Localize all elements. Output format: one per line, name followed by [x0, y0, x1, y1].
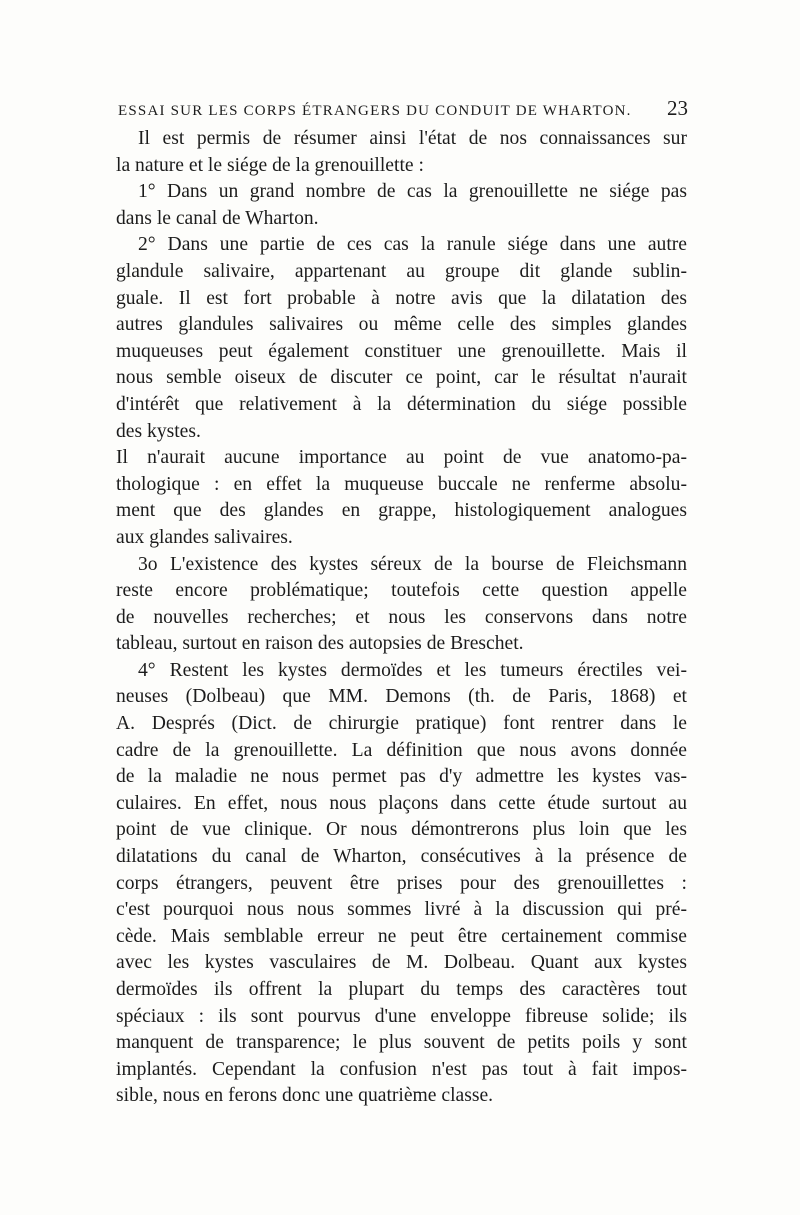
- text-line: spéciaux : ils sont pourvus d'une enveloppe fibreuse solide; ils: [116, 1005, 687, 1027]
- page-number: 23: [667, 96, 688, 120]
- text-line: point de vue clinique. Or nous démontrerons plus loin que les: [116, 819, 687, 841]
- text-line: dans le canal de Wharton.: [116, 207, 319, 229]
- text-line: cède. Mais semblable erreur ne peut être certainement commise: [116, 925, 687, 947]
- text-line: glandule salivaire, appartenant au groupe dit glande sublin-: [116, 260, 687, 282]
- text-line: dermoïdes ils offrent la plupart du temps des caractères tout: [116, 979, 687, 1000]
- text-line: ment que des glandes en grappe, histologiquement analogues: [116, 500, 687, 522]
- text-line: culaires. En effet, nous nous plaçons dans cette étude surtout au: [116, 792, 687, 814]
- page-body: [116, 126, 687, 1110]
- text-line: cadre de la grenouillette. La définition que nous avons donnée: [116, 739, 687, 761]
- text-line: tableau, surtout en raison des autopsies de Breschet.: [116, 633, 524, 655]
- running-header: [118, 96, 688, 121]
- text-line: 1° Dans un grand nombre de cas la grenouillette ne siége pas: [138, 181, 687, 203]
- text-line: 2° Dans une partie de ces cas la ranule siége dans une autre: [138, 234, 687, 256]
- running-title: ESSAI SUR LES CORPS ÉTRANGERS DU CONDUIT DE WHARTON.: [118, 103, 632, 119]
- text-line: neuses (Dolbeau) que MM. Demons (th. de Paris, 1868) et: [116, 686, 687, 708]
- text-line: muqueuses peut également constituer une grenouillette. Mais il: [116, 340, 687, 362]
- text-line: Il est permis de résumer ainsi l'état de nos connaissances sur: [138, 128, 687, 149]
- text-line: de la maladie ne nous permet pas d'y admettre les kystes vas-: [116, 766, 687, 788]
- text-line: avec les kystes vasculaires de M. Dolbeau. Quant aux kystes: [116, 952, 687, 974]
- text-line: la nature et le siége de la grenouillette :: [116, 154, 424, 176]
- text-line: implantés. Cependant la confusion n'est pas tout à fait impos-: [116, 1058, 687, 1080]
- text-line: 4° Restent les kystes dermoïdes et les tumeurs érectiles vei-: [138, 659, 687, 681]
- text-line: nous semble oiseux de discuter ce point, car le résultat n'aurait: [116, 367, 687, 389]
- text-line: 3o L'existence des kystes séreux de la bourse de Fleichsmann: [138, 553, 687, 575]
- text-line: A. Després (Dict. de chirurgie pratique) font rentrer dans le: [116, 713, 687, 735]
- text-line: reste encore problématique; toutefois cette question appelle: [116, 580, 687, 602]
- text-line: aux glandes salivaires.: [116, 526, 293, 548]
- text-line: des kystes.: [116, 420, 201, 442]
- text-line: Il n'aurait aucune importance au point de vue anatomo-pa-: [116, 447, 687, 469]
- text-line: sible, nous en ferons donc une quatrième classe.: [116, 1085, 494, 1107]
- text-line: c'est pourquoi nous nous sommes livré à la discussion qui pré-: [116, 899, 687, 921]
- text-line: autres glandules salivaires ou même celle des simples glandes: [116, 314, 687, 336]
- text-line: de nouvelles recherches; et nous les conservons dans notre: [116, 606, 687, 628]
- text-line: guale. Il est fort probable à notre avis que la dilatation des: [116, 287, 687, 309]
- text-line: d'intérêt que relativement à la détermination du siége possible: [116, 393, 687, 415]
- text-line: corps étrangers, peuvent être prises pour des grenouillettes :: [116, 872, 687, 894]
- text-line: manquent de transparence; le plus souvent de petits poils y sont: [116, 1032, 687, 1054]
- text-line: thologique : en effet la muqueuse buccale ne renferme absolu-: [116, 473, 687, 495]
- text-line: dilatations du canal de Wharton, consécutives à la présence de: [116, 846, 687, 868]
